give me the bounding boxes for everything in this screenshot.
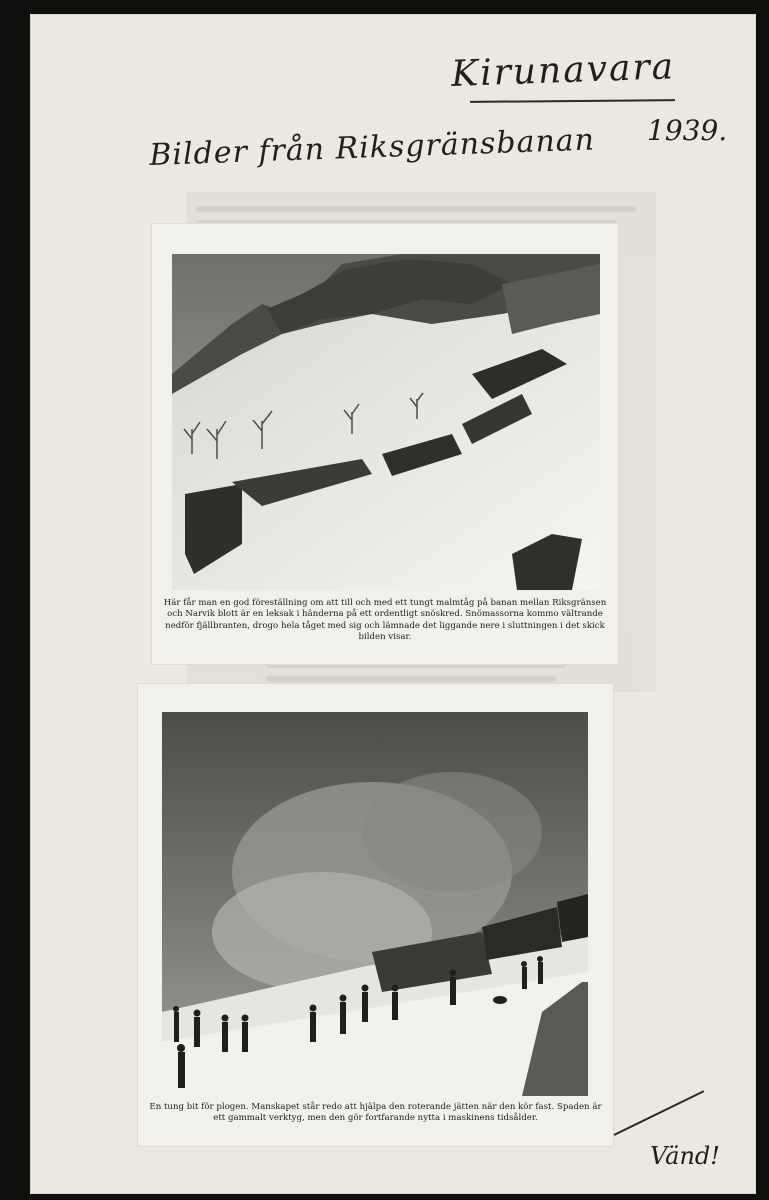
photo-derailed-ore-train	[172, 254, 600, 590]
snowplow-photo-graphic	[162, 712, 588, 1096]
handwritten-title: Kirunavara	[450, 46, 676, 95]
clipping-avalanche	[152, 224, 618, 664]
handwritten-turn-note: Vänd!	[650, 1142, 720, 1170]
handwritten-subtitle: Bilder från Riksgränsbanan	[148, 122, 596, 173]
clipping-snowplow	[138, 684, 613, 1146]
title-underline	[470, 99, 675, 103]
turn-note-stroke	[614, 1090, 705, 1136]
avalanche-photo-graphic	[172, 254, 600, 590]
archive-sheet	[30, 14, 756, 1194]
photo-rotary-snowplow	[162, 712, 588, 1096]
caption-snowplow: En tung bit för plogen. Manskapet står redo att hjälpa den roterande jätten när den kör fast. Spaden är ett gammalt verktyg, men den gör fortfarande nytta i maskinens tidsålder.	[149, 1102, 602, 1124]
handwritten-year: 1939.	[647, 114, 728, 147]
caption-avalanche: Här får man en god föreställning om att till och med ett tungt malmtåg på banan mellan Riksgränsen och Narvik blott är en leksak i händerna på ett ordentligt snöskred. Snömassorna kommo vältrande nedför fjällbranten, drogo hela tåget med sig och lämnade det liggande nere i sluttningen i det skick bilden visar.	[163, 598, 607, 643]
